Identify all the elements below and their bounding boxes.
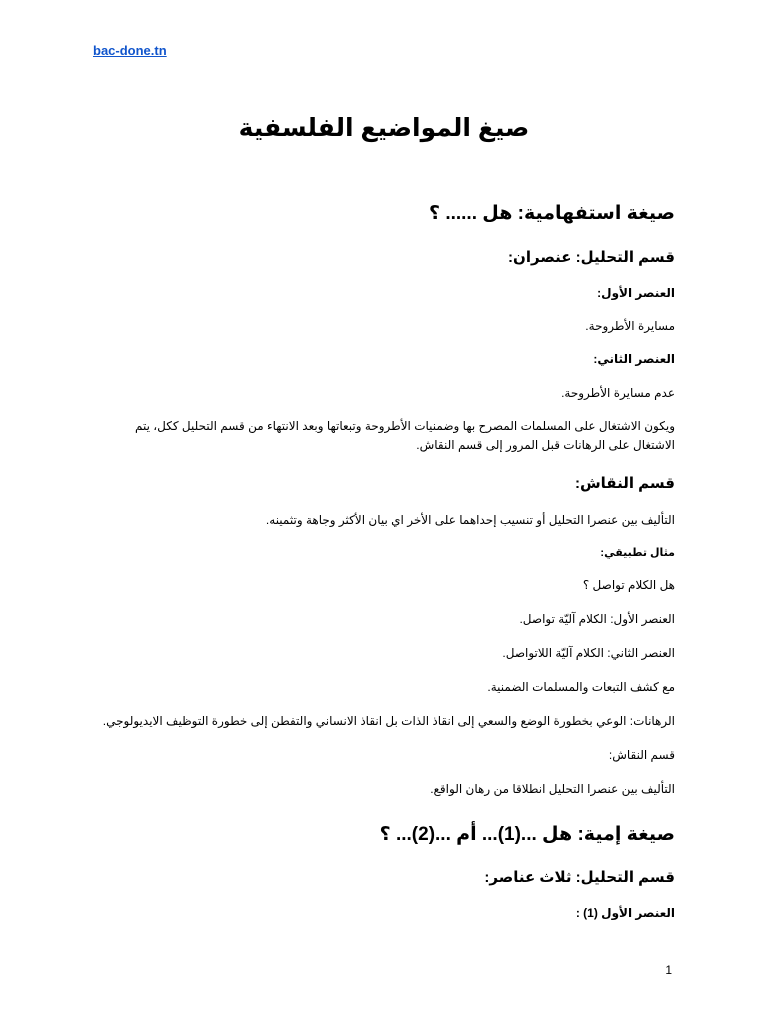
form2-heading: صيغة إمية: هل ...(1)... أم ...(2)... ؟ xyxy=(379,824,675,845)
example-synthesis: التأليف بين عنصرا التحليل انطلاقا من رهان الواقع. xyxy=(430,782,675,796)
form1-paragraph: ويكون الاشتغال على المسلمات المصرح بها وضمنيات الأطروحة وتبعاتها وبعد الانتهاء من قسم التحليل ككل، يتم الاشتغال على الرهانات قبل المرور إلى قسم النقاش. xyxy=(135,419,675,452)
form1-element2-heading: العنصر الثاني: xyxy=(593,352,675,366)
form1-heading: صيغة استفهامية: هل ...... ؟ xyxy=(429,203,675,224)
page-number: 1 xyxy=(665,963,672,977)
form2-analysis-heading: قسم التحليل: ثلاث عناصر: xyxy=(484,869,675,886)
form1-analysis-heading: قسم التحليل: عنصران: xyxy=(508,249,675,266)
form1-discussion-text: التأليف بين عنصرا التحليل أو تنسيب إحداهما على الأخر اي بيان الأكثر وجاهة وتثمينه. xyxy=(265,513,675,527)
example-reveal: مع كشف التبعات والمسلمات الضمنية. xyxy=(487,680,675,694)
form1-element1-heading: العنصر الأول: xyxy=(597,286,675,300)
example-heading: مثال تطبيقي: xyxy=(600,547,675,559)
example-stakes: الرهانات: الوعي بخطورة الوضع والسعي إلى انقاذ الذات بل انقاذ الانساني والتفطن إلى خطورة التوظيف الايديولوجي. xyxy=(102,714,675,728)
form1-discussion-heading: قسم النقاش: xyxy=(574,475,675,492)
form2-element1-heading: العنصر الأول (1) : xyxy=(575,906,675,920)
example-element1: العنصر الأول: الكلام آليّة تواصل. xyxy=(519,612,675,626)
page-title: صيغ المواضيع الفلسفية xyxy=(238,114,530,142)
example-element2: العنصر الثاني: الكلام آليّة اللاتواصل. xyxy=(502,646,675,660)
example-question: هل الكلام تواصل ؟ xyxy=(582,578,675,592)
site-link[interactable]: bac-done.tn xyxy=(93,43,167,58)
form1-element2-text: عدم مسايرة الأطروحة. xyxy=(561,386,675,400)
form1-element1-text: مسايرة الأطروحة. xyxy=(585,319,675,333)
example-discussion-label: قسم النقاش: xyxy=(608,748,675,762)
